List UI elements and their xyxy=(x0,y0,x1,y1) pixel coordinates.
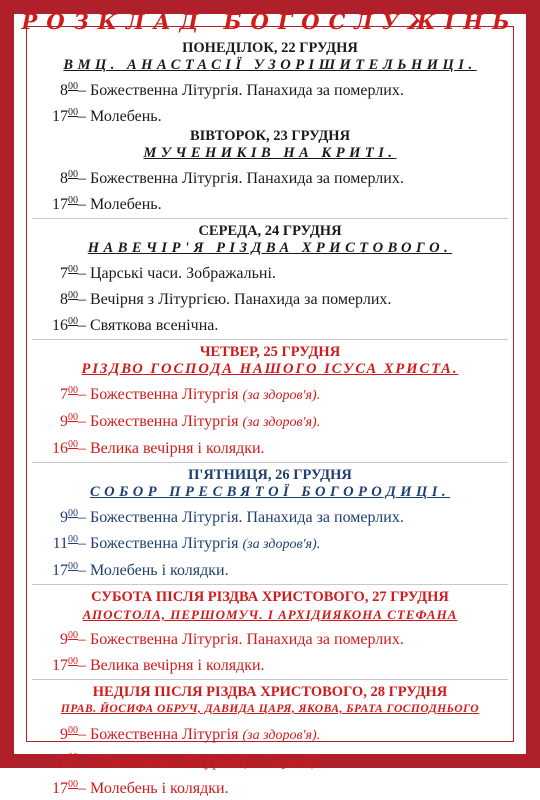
service-line: $16^{00}-$ Велика вечірня і колядки. xyxy=(20,434,520,460)
service-line: $11^{00}-$ Божественна Літургія (за здоров'я). xyxy=(20,529,520,556)
feast-title: НАВЕЧІР'Я РІЗДВА ХРИСТОВОГО. xyxy=(87,240,453,256)
day-block-saturday xyxy=(20,589,520,677)
day-heading: НЕДІЛЯ ПІСЛЯ РІЗДВА ХРИСТОВОГО, 28 ГРУДНЯ xyxy=(92,684,448,700)
service-line: $9^{00}-$ Божественна Літургія (за здоров'я). xyxy=(20,407,520,434)
service-time: $8^{00}$ xyxy=(60,169,78,187)
feast-title: СОБОР ПРЕСВЯТОЇ БОГОРОДИЦІ. xyxy=(89,484,451,500)
feast-title: ВМЦ. АНАСТАСІЇ УЗОРІШИТЕЛЬНИЦІ. xyxy=(63,57,477,73)
service-time: $7^{00}$ xyxy=(60,264,78,282)
service-time: $8^{00}$ xyxy=(60,81,78,99)
page-title: РОЗКЛАД БОГОСЛУЖІНЬ xyxy=(21,9,519,34)
service-line: $7^{00}-$ Царські часи. Зображальні. xyxy=(20,259,520,285)
service-line: $17^{00}-$ Молебень. xyxy=(20,102,520,128)
service-time: $9^{00}$ xyxy=(60,630,78,648)
day-heading: ПОНЕДІЛОК, 22 ГРУДНЯ xyxy=(182,40,358,56)
service-line: $17^{00}-$ Велика вечірня і колядки. xyxy=(20,651,520,677)
divider xyxy=(32,462,508,463)
service-time: $16^{00}$ xyxy=(52,439,78,457)
day-heading: П'ЯТНИЦЯ, 26 ГРУДНЯ xyxy=(188,467,352,483)
service-time: $7^{00}$ xyxy=(60,385,78,403)
service-time: $17^{00}$ xyxy=(52,779,78,797)
schedule-page xyxy=(20,4,520,797)
service-line: $8^{00}-$ Божественна Літургія. Панахида за померлих. xyxy=(20,164,520,190)
service-line: $9^{00}-$ Божественна Літургія. Панахида за померлих. xyxy=(20,503,520,529)
divider xyxy=(32,339,508,340)
day-heading: ЧЕТВЕР, 25 ГРУДНЯ xyxy=(199,344,341,360)
day-heading: СЕРЕДА, 24 ГРУДНЯ xyxy=(198,223,342,239)
day-block-sunday xyxy=(20,684,520,800)
service-time: $9^{00}$ xyxy=(60,725,78,743)
service-line: $7^{00}-$ Божественна Літургія (за здоров'я). xyxy=(20,380,520,407)
service-line: $17^{00}-$ Молебень і колядки. xyxy=(20,556,520,582)
feast-title: АПОСТОЛА, ПЕРШОМУЧ. І АРХІДИЯКОНА СТЕФАНА xyxy=(82,607,458,622)
service-line: $17^{00}-$ Молебень і колядки. xyxy=(20,774,520,800)
feast-title: МУЧЕНИКІВ НА КРИТІ. xyxy=(143,145,397,161)
service-line: $17^{00}-$ Молебень. xyxy=(20,190,520,216)
service-time: $11^{00}$ xyxy=(52,752,78,770)
day-block-thursday xyxy=(20,344,520,460)
day-block-wednesday xyxy=(20,223,520,337)
day-heading: ВІВТОРОК, 23 ГРУДНЯ xyxy=(189,128,351,144)
day-block-tuesday xyxy=(20,128,520,216)
service-time: $17^{00}$ xyxy=(52,561,78,579)
service-line: $11^{00}-$ Божественна Літургія (за здоров'я). xyxy=(20,747,520,774)
feast-title: РІЗДВО ГОСПОДА НАШОГО ІСУСА ХРИСТА. xyxy=(81,361,459,377)
divider xyxy=(32,679,508,680)
service-time: $17^{00}$ xyxy=(52,195,78,213)
service-line: $9^{00}-$ Божественна Літургія (за здоров'я). xyxy=(20,720,520,747)
feast-title: ПРАВ. ЙОСИФА ОБРУЧ, ДАВИДА ЦАРЯ, ЯКОВА, БРАТА ГОСПОДНЬОГО xyxy=(60,703,480,715)
service-time: $17^{00}$ xyxy=(52,656,78,674)
day-heading: СУБОТА ПІСЛЯ РІЗДВА ХРИСТОВОГО, 27 ГРУДНЯ xyxy=(91,589,449,605)
service-line: $8^{00}-$ Божественна Літургія. Панахида за померлих. xyxy=(20,76,520,102)
service-time: $9^{00}$ xyxy=(60,508,78,526)
service-time: $17^{00}$ xyxy=(52,107,78,125)
divider xyxy=(32,218,508,219)
divider xyxy=(32,584,508,585)
service-line: $16^{00}-$ Святкова всенічна. xyxy=(20,311,520,337)
service-time: $11^{00}$ xyxy=(52,534,78,552)
service-line: $9^{00}-$ Божественна Літургія. Панахида за померлих. xyxy=(20,625,520,651)
service-time: $9^{00}$ xyxy=(60,412,78,430)
service-time: $8^{00}$ xyxy=(60,290,78,308)
service-line: $8^{00}-$ Вечірня з Літургією. Панахида за померлих. xyxy=(20,285,520,311)
day-block-monday xyxy=(20,40,520,128)
service-time: $16^{00}$ xyxy=(52,316,78,334)
day-block-friday xyxy=(20,467,520,582)
